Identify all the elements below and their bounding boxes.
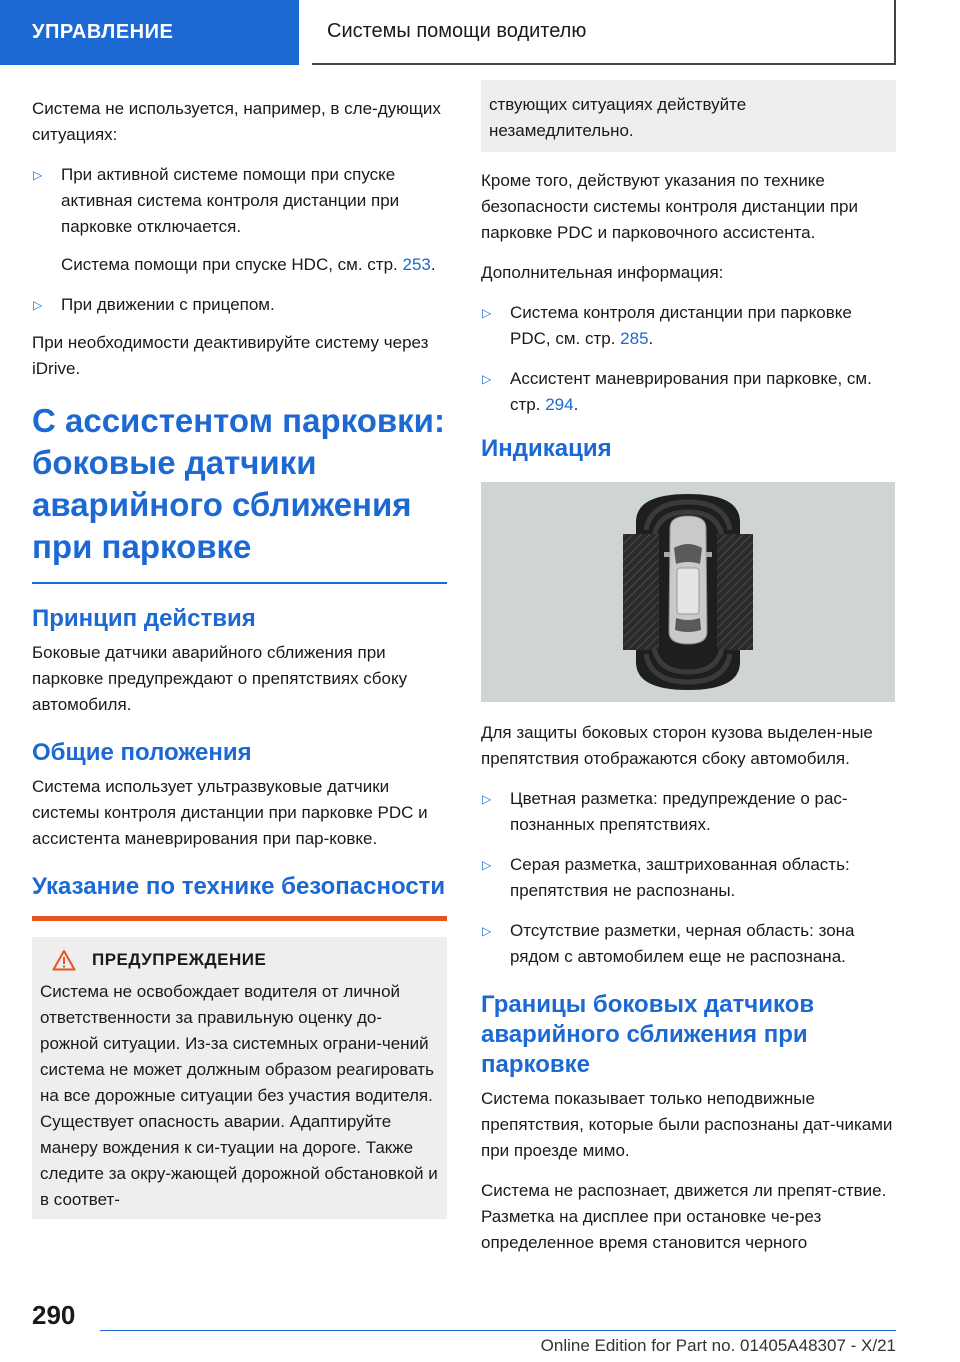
warning-icon — [52, 949, 76, 971]
bullet-triangle-icon: ▷ — [482, 306, 492, 320]
car-top-view-graphic — [481, 482, 895, 702]
principle-heading: Принцип действия — [32, 605, 256, 632]
info-list — [481, 300, 896, 418]
page-link-294[interactable]: 294 — [545, 395, 574, 414]
limits-text-2: Система не распознает, движется ли препят-ствие. Разметка на дисплее при остановке че-рез определенное время становится черного — [481, 1181, 887, 1252]
warning-title: ПРЕДУПРЕЖДЕНИЕ — [92, 950, 267, 969]
limits-heading: Границы боковых датчиков аварийного сближения при парковке — [481, 991, 815, 1078]
page-link-253[interactable]: 253 — [402, 255, 431, 274]
list-item: ▷ При движении с прицепом. — [32, 292, 447, 318]
indication-text: Для защиты боковых сторон кузова выделен-ные препятствия отображаются сбоку автомобиля. — [481, 723, 873, 768]
limits-text-1: Система показывает только неподвижные препятствия, которые были распознаны дат-чиками при проезде мимо. — [481, 1089, 893, 1160]
section-tab — [0, 0, 299, 65]
edition-text: Online Edition for Part no. 01405A48307 - X/21 — [540, 1336, 896, 1355]
right-column — [481, 96, 896, 1270]
safety-heading: Указание по технике безопасности — [32, 873, 446, 900]
list-item: ▷ При активной системе помощи при спуске активная система контроля дистанции при парковке отключается. Система помощи при спуске HDC, см. стр. 253. — [32, 162, 447, 278]
list-item: ▷ Серая разметка, заштрихованная область: препятствия не распознаны. — [481, 852, 896, 904]
warning-divider — [32, 916, 447, 921]
heading-divider — [32, 582, 447, 584]
chapter-title: Системы помощи водителю — [327, 20, 587, 42]
page-number: 290 — [32, 1300, 76, 1330]
general-text: Система использует ультразвуковые датчики системы контроля дистанции при парковке PDC и ассистента маневрирования при пар-ковке. — [32, 777, 428, 848]
list-item: ▷ Система контроля дистанции при парковке PDC, см. стр. 285. — [481, 300, 896, 352]
indication-heading: Индикация — [481, 435, 612, 462]
hdc-reference: Система помощи при спуске HDC, см. стр. 253. — [61, 255, 436, 274]
bullet-triangle-icon: ▷ — [33, 168, 43, 182]
bullet-triangle-icon: ▷ — [482, 792, 492, 806]
bullet-triangle-icon: ▷ — [482, 372, 492, 386]
further-safety-text: Кроме того, действуют указания по технике безопасности системы контроля дистанции при парковке PDC и парковочного ассистента. — [481, 171, 858, 242]
warning-text: Система не освобождает водителя от личной ответственности за правильную оценку до-рожной ситуации. Из-за системных ограни-чений система не может должным образом реагировать на все дорожные ситуации без участия водителя. Существует опасность аварии. Адаптируйте манеру вождения к си-туации на дороге. Также следите за окру-жающей дорожной обстановкой и в соответ- — [40, 982, 438, 1209]
left-column — [32, 96, 447, 1219]
section-title: УПРАВЛЕНИЕ — [32, 21, 174, 43]
page-link-285[interactable]: 285 — [620, 329, 649, 348]
intro-text: Система не используется, например, в сле-дующих ситуациях: — [32, 99, 441, 144]
marking-list — [481, 786, 896, 970]
bullet-triangle-icon: ▷ — [33, 298, 43, 312]
warning-text-continued: ствующих ситуациях действуйте незамедлительно. — [489, 95, 747, 140]
warning-box — [32, 937, 447, 1219]
situation-list — [32, 162, 447, 318]
chapter-header — [312, 0, 896, 65]
bullet-triangle-icon: ▷ — [482, 858, 492, 872]
list-item: ▷ Цветная разметка: предупреждение о рас-познанных препятствиях. — [481, 786, 896, 838]
general-heading: Общие положения — [32, 739, 252, 766]
principle-text: Боковые датчики аварийного сближения при парковке предупреждают о препятствиях сбоку автомобиля. — [32, 643, 408, 714]
bullet-triangle-icon: ▷ — [482, 924, 492, 938]
parking-display-illustration — [481, 482, 895, 702]
list-item: ▷ Ассистент маневрирования при парковке, см. стр. 294. — [481, 366, 896, 418]
main-heading: С ассистентом парковки: боковые датчики аварийного сближения при парковке — [32, 402, 445, 565]
deactivate-text: При необходимости деактивируйте систему через iDrive. — [32, 333, 429, 378]
list-item: ▷ Отсутствие разметки, черная область: зона рядом с автомобилем еще не распознана. — [481, 918, 896, 970]
warning-box-continued — [481, 80, 896, 152]
more-info-label: Дополнительная информация: — [481, 263, 724, 282]
footer-divider — [100, 1330, 896, 1331]
